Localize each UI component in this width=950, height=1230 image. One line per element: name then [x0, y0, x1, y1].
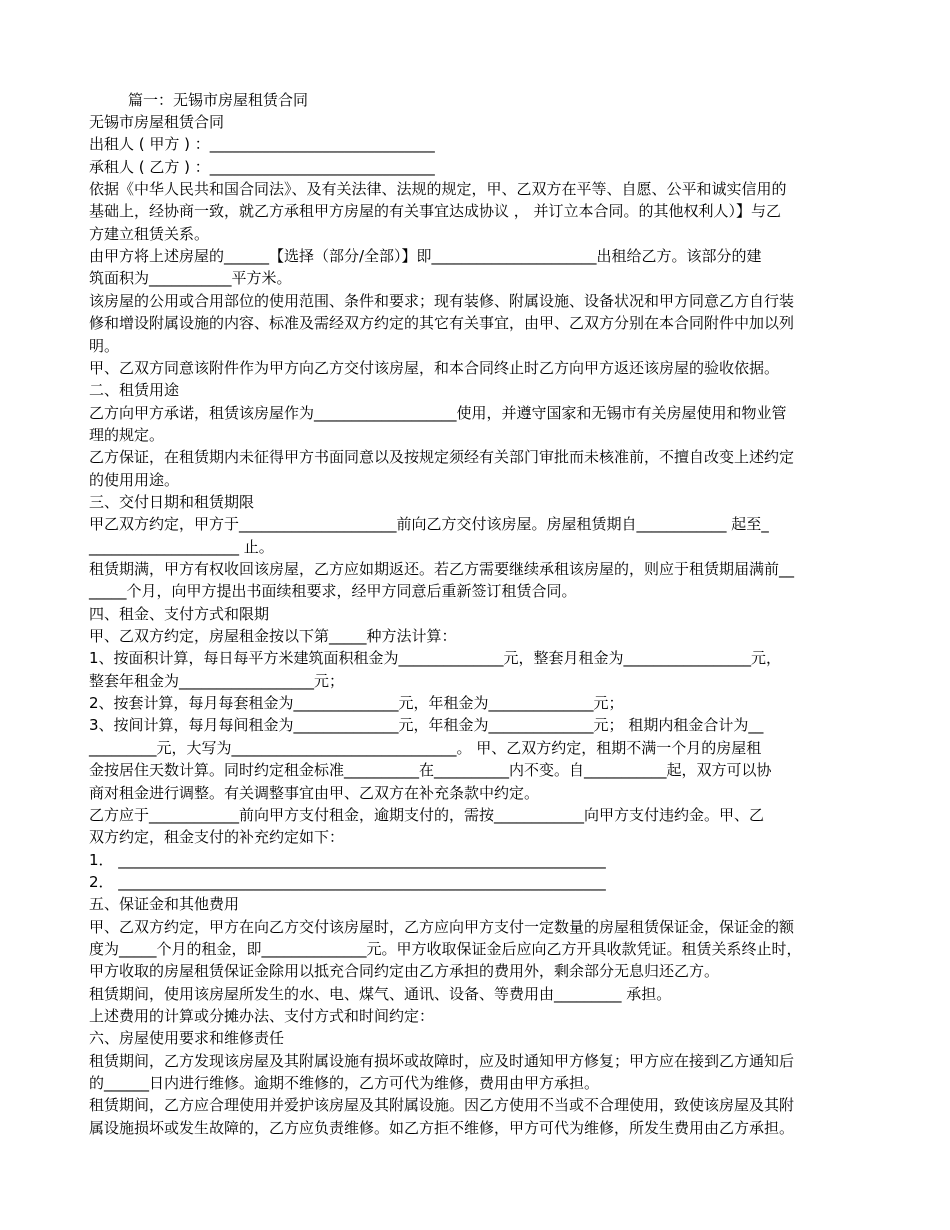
document-line: 甲方收取的房屋租赁保证金除用以抵充合同约定由乙方承担的费用外，剩余部分无息归还乙方。 — [89, 962, 720, 981]
document-line: _____个月，向甲方提出书面续租要求，经甲方同意后重新签订租赁合同。 — [89, 582, 577, 601]
document-line: 2、按套计算，每月每套租金为______________元，年租金为______________元； — [89, 694, 624, 713]
document-line: 租赁期间，乙方发现该房屋及其附属设施有损坏或故障时，应及时通知甲方修复；甲方应在接到乙方通知后 — [89, 1051, 795, 1070]
document-line: 乙方向甲方承诺，租赁该房屋作为___________________使用，并遵守国家和无锡市有关房屋使用和物业管 — [89, 403, 787, 422]
document-line: 的使用用途。 — [89, 470, 180, 489]
document-line: 筑面积为___________平方米。 — [89, 269, 292, 288]
document-line: 租赁期间，使用该房屋所发生的水、电、煤气、通讯、设备、等费用由_________ 承担。 — [89, 984, 672, 1003]
document-line: 乙方应于____________前向甲方支付租金，逾期支付的，需按____________向甲方支付违约金。甲、乙 — [89, 805, 765, 824]
document-line: 甲、乙双方约定，甲方在向乙方交付该房屋时，乙方应向甲方支付一定数量的房屋租赁保证金，保证金的额 — [89, 917, 795, 936]
document-line: 1、按面积计算，每日每平方米建筑面积租金为______________元，整套月租金为_________________元， — [89, 649, 782, 668]
document-line: 属设施损坏或发生故障的，乙方应负责维修。如乙方拒不维修，甲方可代为维修，所发生费用由乙方承担。 — [89, 1118, 795, 1137]
document-line: 乙方保证，在租赁期内未征得甲方书面同意以及按规定须经有关部门审批而未核准前，不擅自改变上述约定 — [89, 448, 795, 467]
document-heading: 篇一：无锡市房屋租赁合同 — [128, 91, 309, 109]
document-line: 双方约定，租金支付的补充约定如下： — [89, 828, 345, 847]
document-line: 无锡市房屋租赁合同 — [89, 113, 225, 131]
document-line: 理的规定。 — [89, 425, 165, 444]
document-line: 3、按间计算，每月每间租金为______________元，年租金为______________元； 租期内租金合计为__ — [89, 716, 764, 735]
document-line: _________元，大写为______________________________。 甲、乙双方约定，租期不满一个月的房屋租 — [89, 738, 762, 757]
document-line: 整套年租金为__________________元； — [89, 671, 345, 690]
document-line: 六、房屋使用要求和维修责任 — [89, 1029, 285, 1048]
document-line: 该房屋的公用或合用部位的使用范围、条件和要求；现有装修、附属设施、设备状况和甲方同意乙方自行装 — [89, 291, 795, 310]
document-line: 上述费用的计算或分摊办法、支付方式和时间约定： — [89, 1007, 435, 1025]
document-line: ____________________ 止。 — [89, 537, 274, 556]
document-line: 二、租赁用途 — [89, 381, 180, 400]
document-line: 金按居住天数计算。同时约定租金标准__________在__________内不变。自___________起，双方可以协 — [89, 761, 772, 780]
document-line: 的______日内进行维修。逾期不维修的，乙方可代为维修，费用由甲方承担。 — [89, 1074, 600, 1093]
document-line: 2． _________________________________________________________________ — [89, 872, 606, 891]
document-line: 租赁期间，乙方应合理使用并爱护该房屋及其附属设施。因乙方使用不当或不合理使用，致使该房屋及其附 — [89, 1096, 795, 1115]
document-line: 甲乙双方约定，甲方于_____________________前向乙方交付该房屋。房屋租赁期自____________ 起至_ — [89, 515, 769, 534]
document-line: 依据《中华人民共和国合同法》、及有关法律、法规的规定，甲、乙双方在平等、自愿、公平和诚实信用的 — [89, 180, 787, 199]
document-line: 明。 — [89, 336, 120, 355]
document-line: 出租人 ( 甲方 ) ：______________________________ — [89, 135, 435, 154]
document-line: 商对租金进行调整。有关调整事宜由甲、乙双方在补充条款中约定。 — [89, 783, 540, 802]
document-line: 由甲方将上述房屋的______【选择（部分/全部）】即______________________出租给乙方。该部分的建 — [89, 247, 762, 266]
document-line: 五、保证金和其他费用 — [89, 895, 240, 914]
document-line: 度为_____个月的租金，即______________元。甲方收取保证金后应向乙方开具收款凭证。租赁关系终止时， — [89, 939, 802, 958]
document-line: 甲、乙双方约定，房屋租金按以下第_____种方法计算： — [89, 627, 457, 646]
document-line: 四、租金、支付方式和限期 — [89, 604, 270, 623]
document-line: 甲、乙双方同意该附件作为甲方向乙方交付该房屋，和本合同终止时乙方向甲方返还该房屋的验收依据。 — [89, 358, 780, 377]
document-line: 基础上，经协商一致，就乙方承租甲方房屋的有关事宜达成协议 ， 并订立本合同。的其他权利人）】与乙 — [89, 202, 782, 221]
document-line: 方建立租赁关系。 — [89, 224, 210, 243]
document-line: 承租人 ( 乙方 ) ：______________________________ — [89, 157, 435, 176]
document-line: 三、交付日期和租赁期限 — [89, 492, 255, 511]
document-line: 租赁期满，甲方有权收回该房屋，乙方应如期返还。若乙方需要继续承租该房屋的，则应于租赁期届满前__ — [89, 560, 795, 578]
document-line: 1． _________________________________________________________________ — [89, 850, 606, 869]
document-line: 修和增设附属设施的内容、标准及需经双方约定的其它有关事宜，由甲、乙双方分别在本合同附件中加以列 — [89, 314, 795, 333]
